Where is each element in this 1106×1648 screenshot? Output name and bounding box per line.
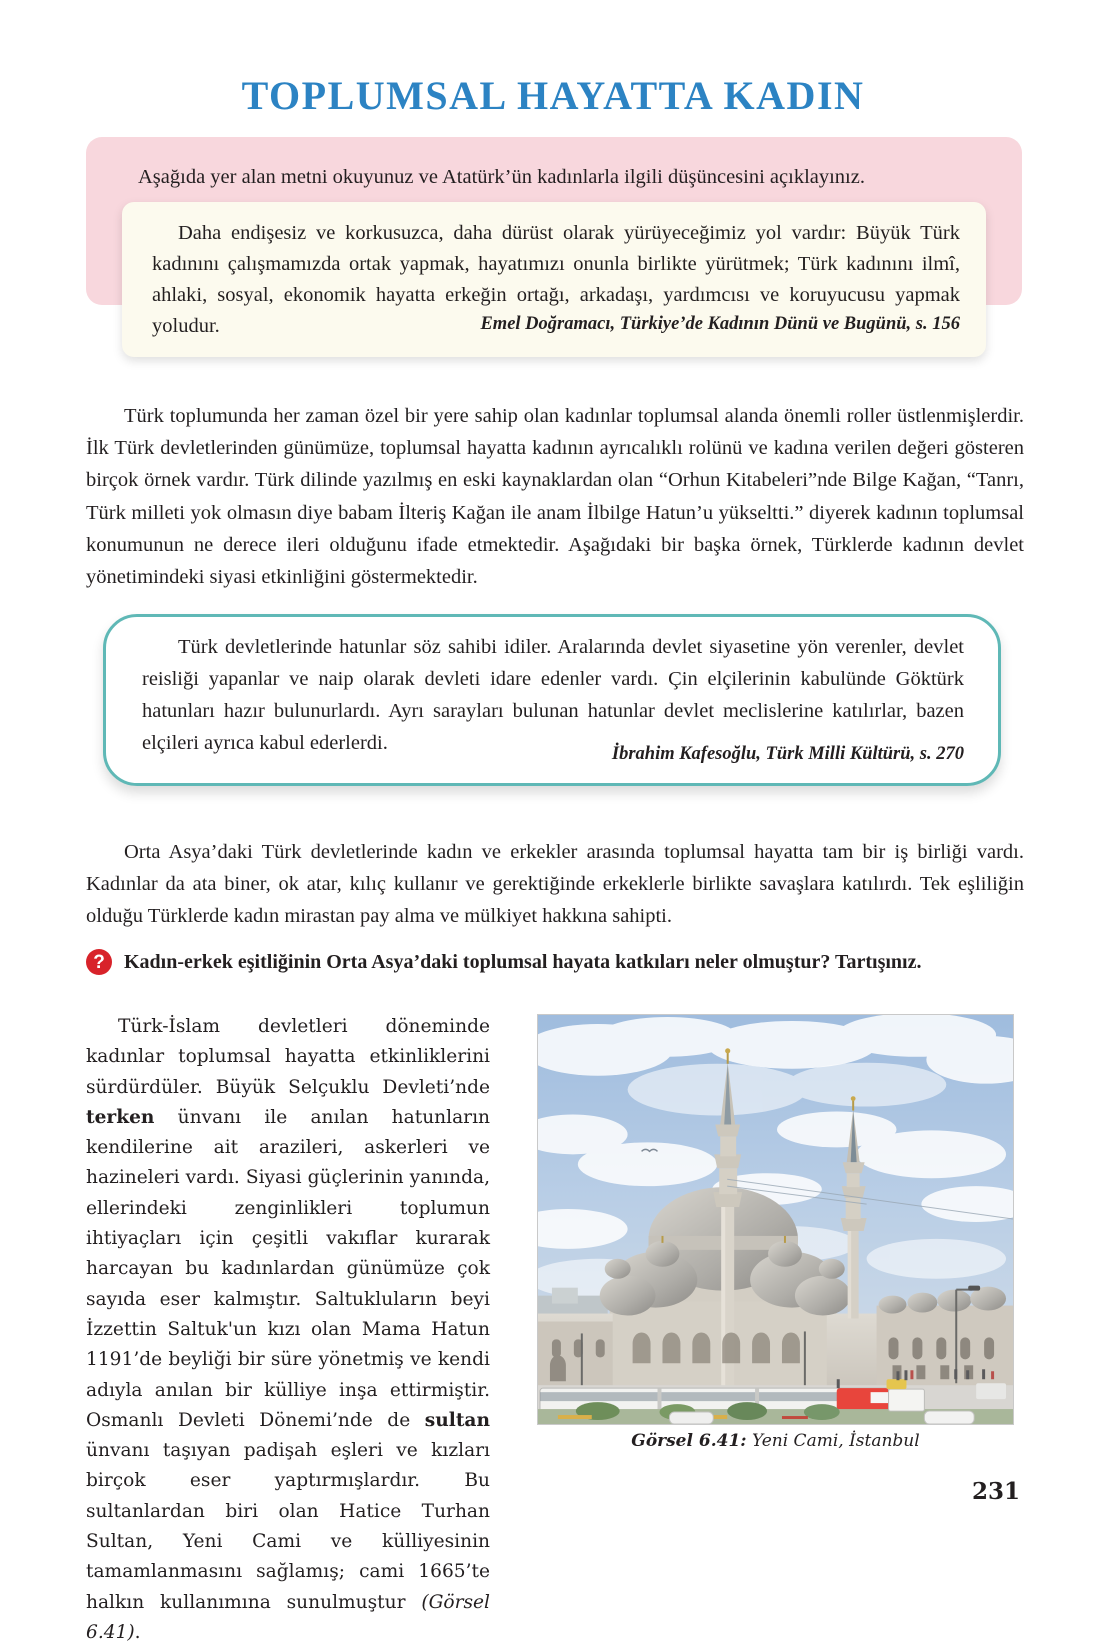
photo-caption-body: Yeni Cami, İstanbul (746, 1431, 920, 1451)
kafesoglu-quote-source: İbrahim Kafesoğlu, Türk Milli Kültürü, s. 270 (611, 744, 964, 764)
column-part-1: Türk-İslam devletleri döneminde kadınlar toplumsal hayatta etkinliklerini sürdürdüler. Büyük Selçuklu Devleti’nde (86, 1016, 490, 1098)
discussion-question (86, 949, 986, 975)
body-paragraph-1: Türk toplumunda her zaman özel bir yere sahip olan kadınlar toplumsal alanda önemli roller üstlenmişlerdir. İlk Türk devletlerinden günümüze, toplumsal hayatta kadının ayrıcalıklı rolünü ve kadına verilen değeri gösteren birçok örnek vardır. Türk dilinde yazılmış en eski kaynaklardan olan “Orhun Kitabeleri”nde Bilge Kağan, “Tanrı, Türk milleti yok olmasın diye babam İlteriş Kağan ile anam İlbilge Hatun’u yükseltti.” diyerek kadının toplumsal konumunun ne derece ileri olduğunu ifade etmektedir. Aşağıdaki bir başka örnek, Türklerde kadının devlet yönetimindeki siyasi etkinliğini göstermektedir. (86, 405, 1024, 588)
column-part-4: . (134, 1621, 141, 1643)
left-column-text (86, 1012, 490, 1648)
kafesoglu-quote-box (103, 614, 1001, 786)
mosque-illustration (538, 1015, 1013, 1424)
column-bold-sultan: sultan (424, 1409, 490, 1431)
yeni-cami-photo (537, 1014, 1014, 1425)
page-title: TOPLUMSAL HAYATTA KADIN (241, 73, 865, 118)
ataturk-quote-text: Daha endişesiz ve korkusuzca, daha dürüst olarak yürüyeceğimiz yol vardır: Büyük Türk kadınını çalışmamızda ortak yapmak, hayatımızı onunla birlikte yürütmek; Türk kadınını ilmî, ahlaki, sosyal, ekonomik hayatta erkeğin ortağı, arkadaşı, yardımcısı ve koruyucusu yapmak yoludur. (152, 222, 960, 338)
discussion-question-text: Kadın-erkek eşitliğinin Orta Asya’daki toplumsal hayata katkıları neler olmuştur? Tartışınız. (124, 950, 922, 973)
column-bold-terken: terken (86, 1106, 155, 1128)
kafesoglu-quote-text: Türk devletlerinde hatunlar söz sahibi idiler. Aralarında devlet siyasetine yön verenler, devlet reisliği yapanlar ve naip olarak devleti idare edenler vardı. Çin elçilerinin kabulünde Göktürk hatunları hazır bulunurlardı. Ayrı sarayları bulunan hatunlar devlet meclislerine katılırlar, bazen elçileri ayrıca kabul ederlerdi. (142, 636, 964, 754)
instruction-text: Aşağıda yer alan metni okuyunuz ve Atatürk’ün kadınlarla ilgili düşüncesini açıklayınız. (138, 166, 865, 188)
question-mark-icon: ? (86, 949, 112, 975)
column-part-2: ünvanı ile anılan hatunların kendilerine ait arazileri, askerleri ve hazineleri vardı. Siyasi güçlerinin yanında, ellerindeki zenginlikleri toplumun ihtiyaçları için çeşitli vakıflar kurarak harcayan bu kadınlardan günümüze çok sayıda eser kalmıştır. Saltukluların beyi İzzettin Saltuk'un kızı olan Mama Hatun 1191’de beyliği bir süre yönetmiş ve kendi adıyla anılan bir külliye inşa ettirmiştir. Osmanlı Devleti Dönemi’nde de (86, 1106, 490, 1431)
ataturk-quote-source: Emel Doğramacı, Türkiye’de Kadının Dünü ve Bugünü, s. 156 (480, 314, 960, 334)
body-paragraph-2: Orta Asya’daki Türk devletlerinde kadın ve erkekler arasında toplumsal hayatta tam bir iş birliği vardı. Kadınlar da ata biner, ok atar, kılıç kullanır ve gerektiğinde erkeklerle birlikte savaşlara katılırdı. Tek eşliliğin olduğu Türklerde kadın mirastan pay alma ve mülkiyet hakkına sahipti. (86, 841, 1024, 928)
page-number: 231 (971, 1478, 1020, 1505)
photo-caption (537, 1431, 1014, 1451)
ataturk-quote-box (122, 202, 986, 357)
photo-caption-label: Görsel 6.41: (631, 1431, 747, 1451)
column-italic-gorsel-ref: (Görsel 6.41) (86, 1591, 490, 1643)
column-part-3: ünvanı taşıyan padişah eşleri ve kızları birçok eser yaptırmışlardır. Bu sultanlardan biri olan Hatice Turhan Sultan, Yeni Cami ve külliyesinin tamamlanmasını sağlamış; cami 1665’te halkın kullanımına sunulmuştur (86, 1440, 490, 1613)
